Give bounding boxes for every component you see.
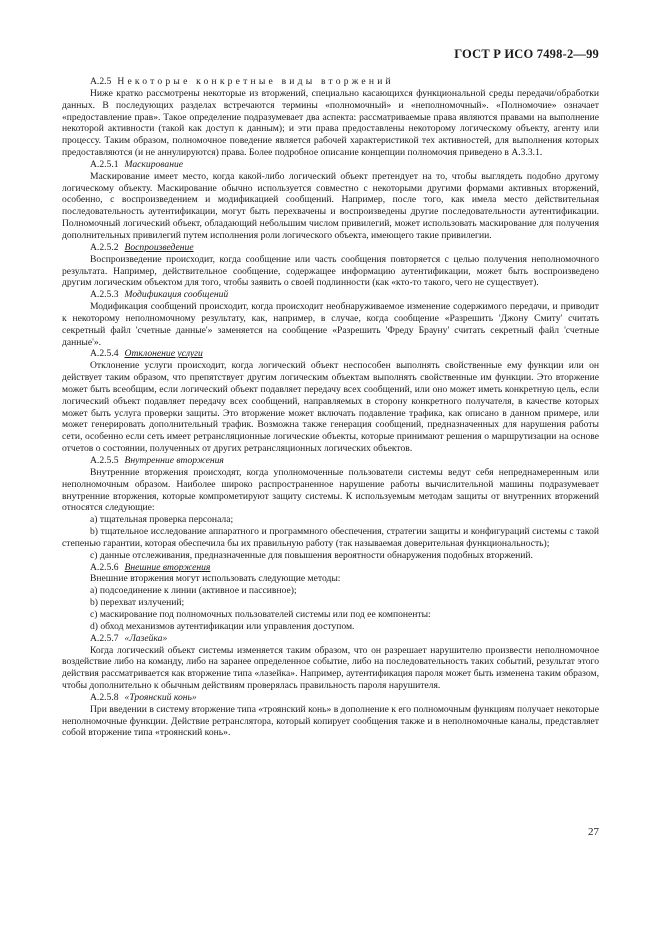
section-number: А.2.5 [90, 76, 112, 87]
list-item: а) подсоединение к линии (активное и пассивное); [90, 585, 297, 597]
section-number: А.2.5.7 [90, 632, 119, 644]
section-title: Маскирование [124, 158, 184, 170]
section-heading-a252 [62, 242, 599, 254]
section-title: Внутренние вторжения [124, 455, 224, 466]
section-heading-a253 [62, 289, 599, 301]
paragraph: Отклонение услуги происходит, когда логический объект неспособен выполнять свойственные ему функции или он действует таким образом, что препятствует другим логическим объектам выполнять свойственные им функции. Это вторжение может быть всеобщим, если логический объект подавляет передачу всех сообщений, или оно может иметь конкретную цель, если логический объект подавляет передачу всех сообщений, направляемых в сторону конкретного получателя, в качестве которых может быть услуга проверки защиты. Это вторжение может включать подавление трафика, как описано в данном примере, или может генерировать дополнительный трафик. Возможна также генерация сообщений, предназначенных для нарушения работы сети, особенно если сеть имеет ретрансляционные логические объекты, которые принимают решения о маршрутизации на основе отчетов о состоянии, полученных от других ретрансляционных логических объектов. [62, 360, 599, 455]
list-item: b) перехват излучений; [90, 597, 185, 609]
section-title: «Троянский конь» [124, 691, 197, 703]
section-title: «Лазейка» [124, 632, 168, 644]
paragraph: При введении в систему вторжение типа «троянский конь» в дополнение к его полномочным функциям получает некоторые неполномочные функции. Действие ретранслятора, который копирует сообщения также и в неполномочные каналы, представляет собой вторжение типа «троянский конь». [62, 703, 599, 739]
section-heading-a25 [62, 76, 599, 88]
section-heading-a258 [62, 692, 599, 704]
paragraph: Когда логический объект системы изменяется таким образом, что он разрешает нарушителю произвести неполномочное воздействие либо на команду, либо на заранее определенное событие, либо на последовательность таких событий, результат этого действия рассматривается как вторжение типа «лазейка». Например, аутентификация пароля может быть изменена таким образом, чтобы дополнительно к обычным действиям проверялась правильность пароля нарушителя. [62, 644, 599, 692]
section-number: А.2.5.6 [90, 561, 119, 573]
section-title: Внешние вторжения [124, 561, 211, 573]
section-number: А.2.5.2 [90, 241, 119, 253]
section-number: А.2.5.4 [90, 348, 119, 360]
section-heading-a255 [62, 455, 599, 467]
section-title: Воспроизведение [124, 241, 194, 253]
document-body [62, 76, 599, 739]
section-number: А.2.5.5 [90, 455, 119, 466]
section-title: Некоторые конкретные виды вторжений [117, 76, 394, 87]
section-heading-a254 [62, 348, 599, 360]
paragraph: Маскирование имеет место, когда какой-либо логический объект претендует на то, чтобы выглядеть подобно другому логическому объекту. Маскирование обычно используется совместно с некоторыми другими формами активных вторжений, особенно, с воспроизведением и модификацией сообщений. Например, после того, как имела место действительная последовательность аутентификации, могут быть перехвачены и воспроизведены другие последовательности аутентификации. Полномочный логический объект, обладающий небольшим числом привилегий, может использовать маскирование для получения дополнительных привилегий путем исполнения роли логического объекта, имеющего такие привилегии. [62, 170, 599, 241]
section-number: А.2.5.8 [90, 691, 119, 703]
list-item: b) тщательное исследование аппаратного и программного обеспечения, стратегии защиты и конфигураций системы с такой степенью гарантии, которая обеспечила бы их правильную работу (так называемая доверительная функциональность); [62, 526, 599, 549]
section-number: А.2.5.3 [90, 289, 119, 301]
section-title: Отклонение услуги [124, 348, 203, 360]
standard-header: ГОСТ Р ИСО 7498-2—99 [454, 47, 599, 61]
section-title: Модификация сообщений [124, 289, 229, 301]
section-heading-a251 [62, 159, 599, 171]
paragraph: Внутренние вторжения происходят, когда уполномоченные пользователи системы ведут себя непреднамеренным или неполномочным образом. Наиболее широко распространенное нарушение работы вычислительной машины подразумевает внутренние вторжения, которые компрометируют защиту системы. К используемым методам защиты от внутренних вторжений относятся следующие: [62, 466, 599, 514]
paragraph: Воспроизведение происходит, когда сообщение или часть сообщения повторяется с целью получения неполномочного результата. Например, действительное сообщение, содержащее информацию аутентификации, может быть воспроизведено другим логическим объектом для того, чтобы заявить о своей подлинности (как «кто-то такого, чего не существует). [62, 253, 599, 289]
list-item: а) тщательная проверка персонала; [90, 514, 234, 526]
paragraph: Ниже кратко рассмотрены некоторые из вторжений, специально касающихся функциональной среды передачи/обработки данных. В последующих разделах встречаются термины «полномочный» и «неполномочный». «Полномочие» означает «предоставление прав». Такое определение подразумевает два аспекта: рассматриваемые права являются правами на выполнение некоторой активности (такой как доступ к данным); и эти права предоставлены некоторому логическому объекту, агенту или процессу. Таким образом, полномочное поведение является рабочей характеристикой тех активностей, для выполнения которых предоставляются (и не аннулируются) права. Более подробное описание концепции полномочия приведено в А.3.3.1. [62, 87, 599, 159]
list-item: с) данные отслеживания, предназначенные для повышения вероятности обнаружения подобных вторжений. [90, 549, 533, 561]
section-heading-a257 [62, 633, 599, 645]
paragraph: Модификация сообщений происходит, когда происходит необнаруживаемое изменение содержимого передачи, и приводит к некоторому неполномочному результату, как, например, в случае, когда сообщение «Разрешить 'Джону Смиту' считать секретный файл 'счетные данные'» заменяется на сообщение «Разрешить 'Фреду Брауну' считать секретный файл 'счетные данные'». [62, 301, 599, 348]
section-heading-a256 [62, 562, 599, 574]
list-item: с) маскирование под полномочных пользователей системы или под ее компоненты: [90, 608, 431, 620]
list-item: d) обход механизмов аутентификации или управления доступом. [90, 620, 355, 632]
page-number: 27 [588, 826, 599, 838]
paragraph: Внешние вторжения могут использовать следующие методы: [90, 573, 341, 585]
section-number: А.2.5.1 [90, 158, 119, 170]
